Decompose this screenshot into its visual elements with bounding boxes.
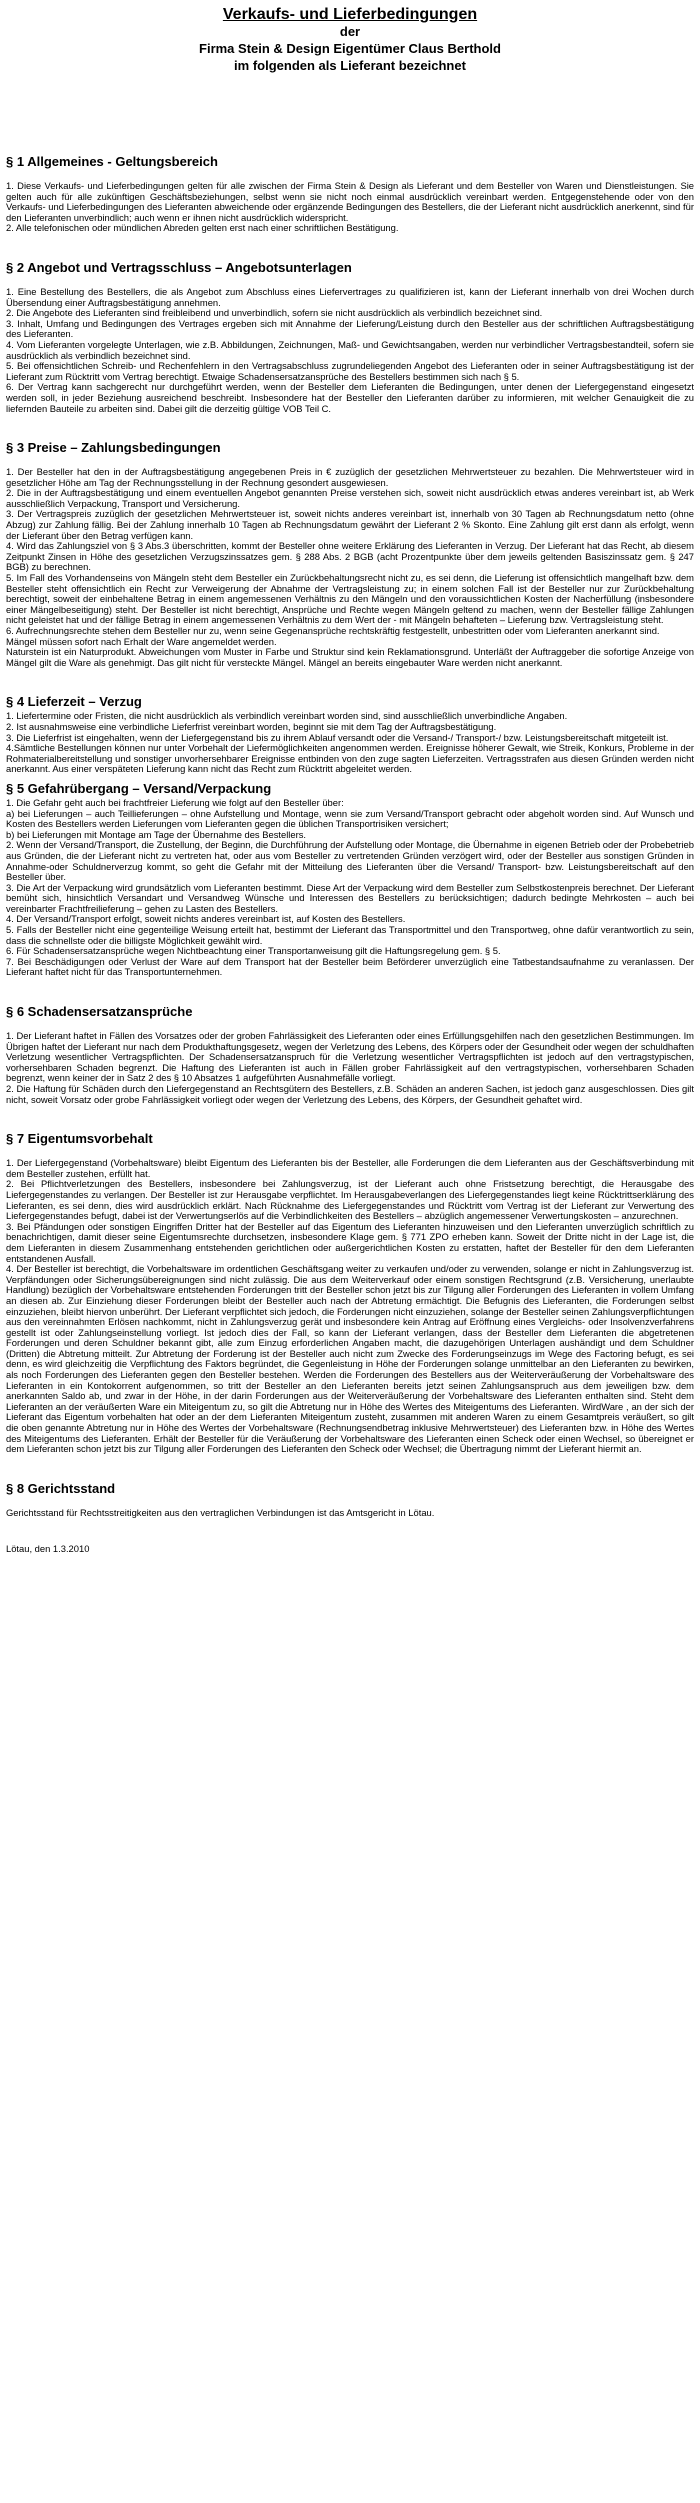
section-3: [6, 440, 694, 668]
section-paragraph: 3. Die Lieferfrist ist eingehalten, wenn der Liefergegenstand bis zu ihrem Ablauf versandt oder die Versand-/ Transport-/ bzw. Leistungsbereitschaft mitgeteilt ist.: [6, 731, 669, 743]
header-line-2: der: [339, 24, 361, 39]
section-paragraph: 3. Die Art der Verpackung wird grundsätzlich vom Lieferanten bestimmt. Diese Art der Verpackung wird dem Besteller zum Selbstkostenpreis berechnet. Der Lieferant bemüht sich, hinsichtlich Versandart und Versandweg Wünsche und Interessen des Bestellers zu berücksichtigen; dadurch bedingte Mehrkosten – auch bei vereinbarter Frachtfreilieferung – gehen zu Lasten des Bestellers.: [6, 881, 694, 914]
section-paragraph: b) bei Lieferungen mit Montage am Tage der Übernahme des Bestellers.: [6, 828, 306, 840]
footer-place-date: Lötau, den 1.3.2010: [6, 1543, 90, 1555]
section-paragraph: 3. Der Vertragspreis zuzüglich der gesetzlichen Mehrwertsteuer ist, soweit nichts anderes vereinbart ist, innerhalb von 30 Tagen ab Rechnungsdatum netto (ohne Abzug) zur Zahlung fällig. Bei der Zahlung innerhalb 10 Tagen ab Rechnungsdatum gewährt der Lieferant 2 % Skonto. Eine Zahlung gilt erst dann als erfolgt, wenn der Lieferant über den Betrag verfügen kann.: [6, 508, 694, 541]
section-paragraph: 6. Der Vertrag kann sachgerecht nur durchgeführt werden, wenn der Besteller dem Lieferanten die Bedingungen, unter denen der Liefergegenstand eingesetzt werden soll, in jeder Beziehung ausreichend beschreibt. Insbesondere hat der Besteller den Lieferanten darüber zu informieren, mit welcher Genauigkeit die zu liefernden Bauteile zu arbeiten sind. Dabei gilt die derzeitig gültige VOB Teil C.: [6, 381, 694, 414]
section-1: [6, 154, 694, 234]
section-heading: § 5 Gefahrübergang – Versand/Verpackung: [6, 780, 272, 796]
section-paragraph: 2. Alle telefonischen oder mündlichen Abreden gelten erst nach einer schriftlichen Bestätigung.: [6, 222, 399, 234]
section-paragraph: Naturstein ist ein Naturprodukt. Abweichungen vom Muster in Farbe und Struktur sind kein Reklamationsgrund. Unterläßt der Auftraggeber die sofortige Anzeige von Mängel gilt die Ware als genehmigt. Das gilt nicht für versteckte Mängel. Mängel an bereits eingebauter Ware werden nicht anerkannt.: [6, 646, 694, 668]
section-paragraph: 1. Eine Bestellung des Bestellers, die als Angebot zum Abschluss eines Liefervertrages zu qualifizieren ist, kann der Lieferant innerhalb von drei Wochen durch Übersendung einer Auftragsbestätigung annehmen.: [6, 285, 694, 308]
section-paragraph: 3. Bei Pfändungen oder sonstigen Eingriffen Dritter hat der Besteller auf das Eigentum des Lieferanten hinzuweisen und den Lieferanten unverzüglich schriftlich zu benachrichtigen, damit dieser seine Eigentumsrechte durchsetzen, insbesondere Klage gem. § 771 ZPO erheben kann. Soweit der Dritte nicht in der Lage ist, die dem Lieferanten in diesem Zusammenhang entstehenden gerichtlichen oder außergerichtlichen Kosten zu erstatten, haftet der Besteller für den dem Lieferanten entstandenen Ausfall.: [6, 1220, 694, 1264]
section-paragraph: 4. Der Versand/Transport erfolgt, soweit nichts anderes vereinbart ist, auf Kosten des Bestellers.: [6, 913, 406, 925]
section-paragraph: 5. Bei offensichtlichen Schreib- und Rechenfehlern in den Vertragsabschluss zugrundeliegenden Angebot des Lieferanten oder in seiner Auftragsbestätigung ist der Lieferant zum Rücktritt vom Vertrag berechtigt. Etwaige Schadensersatzansprüche des Bestellers bestimmen sich nach § 5.: [6, 360, 694, 382]
section-paragraph: 1. Die Gefahr geht auch bei frachtfreier Lieferung wie folgt auf den Besteller über:: [6, 796, 344, 808]
section-paragraph: Mängel müssen sofort nach Erhalt der Ware angemeldet werden.: [6, 635, 277, 647]
section-paragraph: 2. Die Haftung für Schäden durch den Liefergegenstand an Rechtsgütern des Bestellers, z.B. Schäden an anderen Sachen, ist jedoch ganz ausgeschlossen. Dies gilt nicht, soweit Vorsatz oder grobe Fahrlässigkeit vorliegt oder wegen der Verletzung des Lebens, des Körpers, der Gesundheit gehaftet wird.: [6, 1083, 694, 1105]
section-paragraph: 6. Aufrechnungsrechte stehen dem Besteller nur zu, wenn seine Gegenansprüche rechtskräftig festgestellt, unbestritten oder vom Lieferanten anerkannt sind.: [6, 625, 660, 636]
section-paragraph: 7. Bei Beschädigungen oder Verlust der Ware auf dem Transport hat der Besteller beim Beförderer unverzüglich eine Tatbestandsaufnahme zu veranlassen. Der Lieferant haftet nicht für das Transportunternehmen.: [6, 955, 694, 978]
section-6: [6, 1004, 694, 1105]
section-paragraph: 5. Falls der Besteller nicht eine gegenteilige Weisung erteilt hat, bestimmt der Lieferant das Transportmittel und den Transportweg, ohne dafür verantwortlich zu sein, dass die schnellste oder die billigste Möglichkeit gewählt wird.: [6, 924, 694, 946]
section-paragraph: 1. Der Besteller hat den in der Auftragsbestätigung angegebenen Preis in € zuzüglich der gesetzlichen Mehrwertsteuer zu bezahlen. Die Mehrwertsteuer wird in gesetzlicher Höhe am Tag der Rechnungsstellung in der Rechnung gesondert ausgewiesen.: [6, 466, 694, 488]
section-7: [6, 1131, 694, 1455]
section-paragraph: a) bei Lieferungen – auch Teillieferungen – ohne Aufstellung und Montage, wenn sie zum Versand/Transport gebracht oder abgeholt worden sind. Auf Wunsch und Kosten des Bestellers werden Lieferungen vom Lieferanten gegen die üblichen Transportrisiken versichert;: [6, 807, 694, 830]
section-2: [6, 260, 694, 414]
section-paragraph: 2. Ist ausnahmsweise eine verbindliche Lieferfrist vereinbart worden, beginnt sie mit dem Tag der Auftragsbestätigung.: [6, 720, 497, 732]
section-heading: § 3 Preise – Zahlungsbedingungen: [6, 440, 221, 456]
section-paragraph: 4. Wird das Zahlungsziel von § 3 Abs.3 überschritten, kommt der Besteller ohne weitere Erklärung des Lieferanten in Verzug. Der Lieferant hat das Recht, ab diesem Zeitpunkt Zinsen in Höhe des gesetzlichen Verzugszinssatzes gem. § 288 Abs. 2 BGB (acht Prozentpunkte über dem jeweils geltenden Basiszinssatz gem. § 247 BGB) zu berechnen.: [6, 540, 694, 573]
section-paragraph: 1. Liefertermine oder Fristen, die nicht ausdrücklich als verbindlich vereinbart worden sind, sind ausschließlich unverbindliche Angaben.: [6, 710, 568, 722]
section-paragraph: 2. Wenn der Versand/Transport, die Zustellung, der Beginn, die Durchführung der Aufstellung oder Montage, die Übernahme in eigenen Betrieb oder der Probebetrieb aus Gründen, die der Lieferant nicht zu vertreten hat, oder aus vom Besteller zu vertretenden Gründen verzögert wird, oder der Besteller aus sonstigen Gründen in Annahme-oder Schuldnerverzug kommt, so geht die Gefahr mit der Mitteilung des Lieferanten über die Versand/ Transport- bzw. Leistungsbereitschaft auf den Besteller über.: [6, 839, 694, 883]
document-header: [6, 6, 694, 74]
section-5: [6, 781, 694, 978]
section-heading: § 2 Angebot und Vertragsschluss – Angebotsunterlagen: [6, 259, 352, 275]
header-company: Firma Stein & Design Eigentümer Claus Berthold: [199, 41, 501, 56]
section-paragraph: 3. Inhalt, Umfang und Bedingungen des Vertrages ergeben sich mit Annahme der Lieferung/Leistung durch den Besteller aus der schriftlichen Auftragsbestätigung des Lieferanten.: [6, 317, 694, 340]
section-paragraph: 4. Vom Lieferanten vorgelegte Unterlagen, wie z.B. Abbildungen, Zeichnungen, Maß- und Gewichtsangaben, werden nur verbindlicher Vertragsbestandteil, sofern sie ausdrücklich als verbindlich bezeichnet sind.: [6, 338, 694, 361]
document-title: Verkaufs- und Lieferbedingungen: [222, 6, 478, 23]
header-designation: im folgenden als Lieferant bezeichnet: [234, 58, 466, 73]
spacer: [6, 74, 694, 154]
section-paragraph: 1. Diese Verkaufs- und Lieferbedingungen gelten für alle zwischen der Firma Stein & Design als Lieferant und dem Besteller von Waren und Dienstleistungen. Sie gelten auch für alle zukünftigen Geschäftsbeziehungen, selbst wenn sie nicht noch einmal ausdrücklich vereinbart werden. Entgegenstehende oder von den Verkaufs- und Lieferbedingungen des Lieferanten abweichende oder ergänzende Bedingungen des Bestellers, die der Lieferant nicht ausdrücklich anerkennt, sind für den Lieferanten unverbindlich; auch wenn er ihnen nicht ausdrücklich widerspricht.: [6, 180, 694, 223]
section-heading: § 6 Schadensersatzansprüche: [6, 1004, 193, 1020]
section-paragraph: Gerichtsstand für Rechtsstreitigkeiten aus den vertraglichen Verbindungen ist das Amtsgericht in Lötau.: [6, 1506, 435, 1518]
section-8: [6, 1481, 694, 1519]
section-paragraph: 4.Sämtliche Bestellungen können nur unter Vorbehalt der Liefermöglichkeiten angenommen werden. Ereignisse höherer Gewalt, wie Streik, Konkurs, Probleme in der Rohmaterialbereitstellung und sonstiger unvorhersehbarer Ereignisse entbinden von den zuge sagten Lieferzeiten. Vertragsstrafen aus diesen Gründen werden nicht anerkannt. Aus einer verspäteten Lieferung kann nicht das Recht zum Rücktritt abgeleitet werden.: [6, 742, 694, 775]
section-heading: § 7 Eigentumsvorbehalt: [6, 1131, 153, 1147]
section-paragraph: 4. Der Besteller ist berechtigt, die Vorbehaltsware im ordentlichen Geschäftsgang weiter zu verkaufen und/oder zu verwenden, solange er nicht in Zahlungsverzug ist. Verpfändungen oder Sicherungsübereignungen sind nicht zulässig. Die aus dem Weiterverkauf oder einem sonstigen Rechtsgrund (z.B. Versicherung, unerlaubte Handlung) bezüglich der Vorbehaltsware entstehenden Forderungen tritt der Besteller schon jetzt bis zur Tilgung aller Forderungen des Lieferanten in vollem Umfang an diesen ab. Zur Einziehung dieser Forderungen bleibt der Besteller auch nach der Abtretung ermächtigt. Die Befugnis des Lieferanten, die Forderungen selbst einzuziehen, bleibt hiervon unberührt. Der Lieferant verpflichtet sich jedoch, die Forderungen nicht einzuziehen, solange der Besteller seinen Zahlungsverpflichtungen aus den vereinnahmten Erlösen nachkommt, nicht in Zahlungsverzug gerät und insbesondere kein Antrag auf Eröffnung eines Vergleichs- oder Insolvenzverfahrens gestellt ist oder Zahlungseinstellung vorliegt. Ist jedoch dies der Fall, so kann der Lieferant verlangen, dass der Besteller dem Lieferanten die abgetretenen Forderungen und deren Schuldner bekannt gibt, alle zum Einzug erforderlichen Angaben macht, die dazugehörigen Unterlagen aushändigt und dem Schuldner (Dritten) die Abtretung mitteilt. Zur Abtretung der Forderung ist der Besteller auch nicht zum Zwecke des Forderungseinzugs im Wege des Factoring befugt, es sei denn, es wird gleichzeitig die Verpflichtung des Faktors begründet, die Gegenleistung in Höhe der Forderungen solange unmittelbar an den Lieferanten zu bewirken, als noch Forderungen des Lieferanten gegen den Besteller bestehen. Werden die Forderungen des Bestellers aus der Weiterveräußerung der Vorbehaltsware des Lieferanten in ein Kontokorrent aufgenommen, so tritt der Besteller an den Lieferanten bereits jetzt seinen Zahlungsanspruch aus dem jeweiligen bzw. dem anerkannten Saldo ab, und zwar in der Höhe, in der darin Forderungen aus der Weiterveräußerung der Vorbehaltsware des Lieferanten enthalten sind. Steht dem Lieferanten an der veräußerten Ware ein Miteigentum zu, so gilt die Abtretung nur in Höhe des Wertes des Miteigentums des Lieferanten. WirdWare , an der sich der Lieferant das Eigentum vorbehalten hat oder an der dem Lieferanten Miteigentum zusteht, zusammen mit anderen Waren zu einem Gesamtpreis veräußert, so gilt die oben genannte Abtretung nur in Höhe des Wertes der Vorbehaltsware (Rechnungsendbetrag inklusive Mehrwertsteuer) des Lieferanten bzw. in Höhe des Wertes des Miteigentums des Lieferanten. Erhält der Besteller für die Veräußerung der Vorbehaltsware des Lieferanten einen Scheck oder einen Wechsel, so übereignet er dem Lieferanten schon jetzt bis zur Tilgung aller Forderungen des Lieferanten den Scheck oder Wechsel; die Übertragung nimmt der Lieferant hiermit an.: [6, 1263, 694, 1455]
section-paragraph: 1. Der Lieferant haftet in Fällen des Vorsatzes oder der groben Fahrlässigkeit des Lieferanten oder eines Erfüllungsgehilfen nach den gesetzlichen Bestimmungen. Im Übrigen haftet der Lieferant nur nach dem Produkthaftungsgesetz, wegen der Verletzung des Lebens, des Körpers oder der Gesundheit oder wegen der schuldhaften Verletzung wesentlicher Vertragspflichten. Der Schadensersatzanspruch für die Verletzung wesentlicher Vertragspflichten ist jedoch auf den vertragstypischen, vorhersehbaren Schaden begrenzt. Die Haftung des Lieferanten ist auch in Fällen grober Fahrlässigkeit auf den vertragstypischen, vorhersehbaren Schaden begrenzt, wenn keiner der in Satz 2 des § 10 Absatzes 1 aufgeführten Ausnahmefälle vorliegt.: [6, 1030, 694, 1084]
section-4: [6, 694, 694, 775]
section-heading: § 8 Gerichtsstand: [6, 1480, 116, 1496]
section-paragraph: 2. Die in der Auftragsbestätigung und einem eventuellen Angebot genannten Preise verstehen sich, soweit nicht ausdrücklich etwas anderes vereinbart ist, ab Werk ausschließlich Verpackung, Transport und Versicherung.: [6, 487, 694, 509]
section-paragraph: 5. Im Fall des Vorhandenseins von Mängeln steht dem Besteller ein Zurückbehaltungsrecht nicht zu, es sei denn, die Lieferung ist offensichtlich mangelhaft bzw. dem Besteller steht offensichtlich ein Recht zur Verweigerung der Abnahme der Vertragsleistung zu; in einem solchen Fall ist der Besteller nur zur Zurückbehaltung berechtigt, soweit der einbehaltene Betrag in einem angemessenen Verhältnis zu den Mängeln und den voraussichtlichen Kosten der Nacherfüllung (insbesondere einer Mängelbeseitigung) steht. Der Besteller ist nicht berechtigt, Ansprüche und Rechte wegen Mängeln geltend zu machen, wenn der Besteller fällige Zahlungen nicht geleistet hat und der fällige Betrag in einem angemessenen Verhältnis zu dem Wert der - mit Mängeln behafteten – Lieferung bzw. Vertragsleistung steht.: [6, 572, 694, 626]
section-heading: § 4 Lieferzeit – Verzug: [6, 694, 142, 710]
section-paragraph: 2. Bei Pflichtverletzungen des Bestellers, insbesondere bei Zahlungsverzug, ist der Lieferant auch ohne Fristsetzung berechtigt, die Herausgabe des Liefergegenstandes zu verlangen. Der Besteller ist zur Herausgabe verpflichtet. Im Herausgabeverlangen des Liefergegenstandes liegt keine Rücktrittserklärung des Lieferanten, es sei denn, dies wird ausdrücklich erklärt. Nach Rücknahme des Liefergegenstandes und Rücktritt vom Vertrag ist der Lieferant zur Verwertung des Liefergegenstandes befugt, dabei ist der Verwertungserlös auf die Verbindlichkeiten des Bestellers – abzüglich angemessener Verwertungskosten – anzurechnen.: [6, 1178, 694, 1222]
sections-container: [6, 154, 694, 1518]
section-paragraph: 2. Die Angebote des Lieferanten sind freibleibend und unverbindlich, sofern sie nicht ausdrücklich als verbindlich bezeichnet sind.: [6, 307, 543, 319]
section-paragraph: 1. Der Liefergegenstand (Vorbehaltsware) bleibt Eigentum des Lieferanten bis der Besteller, alle Forderungen die dem Lieferanten aus der Geschäftsverbindung mit dem Besteller zustehen, erfüllt hat.: [6, 1157, 694, 1179]
section-heading: § 1 Allgemeines - Geltungsbereich: [6, 154, 218, 169]
section-paragraph: 6. Für Schadensersatzansprüche wegen Nichtbeachtung einer Transportanweisung gilt die Haftungsregelung gem. § 5.: [6, 945, 501, 957]
